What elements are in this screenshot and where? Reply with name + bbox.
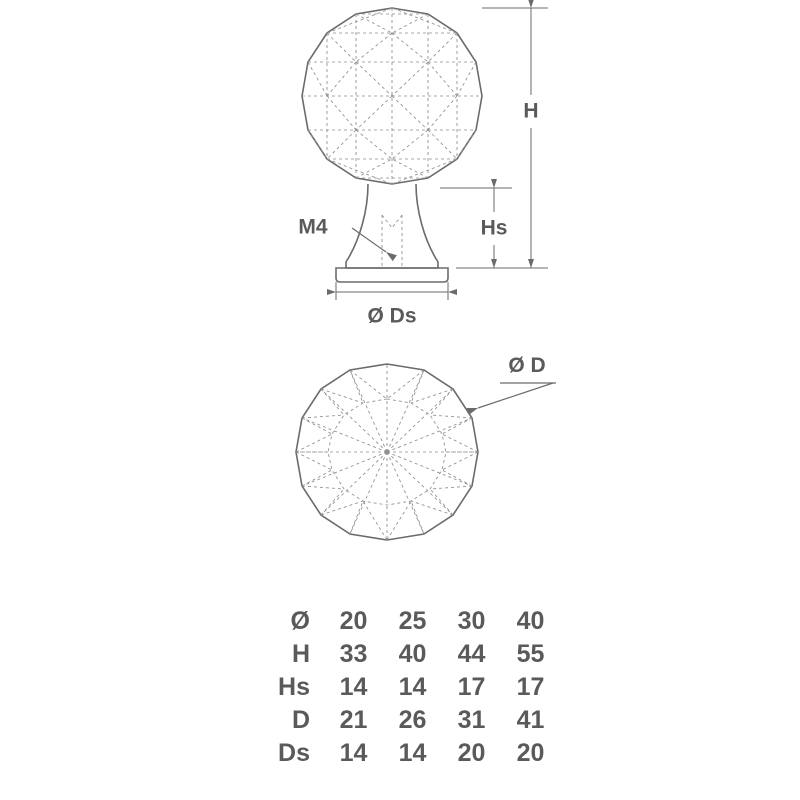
table-cell: 31: [457, 706, 486, 734]
table-cell: 40: [516, 607, 545, 635]
label-hs: Hs: [480, 216, 508, 240]
label-m4: M4: [298, 215, 328, 239]
row-label: D: [291, 706, 310, 734]
row-label: Ø: [290, 607, 310, 635]
label-h: H: [523, 99, 539, 123]
table-cell: 30: [457, 607, 486, 635]
label-d: Ø D: [508, 354, 546, 377]
table-cell: 44: [457, 640, 486, 668]
table-cell: 17: [457, 673, 486, 701]
table-cell: 33: [339, 640, 368, 668]
side-view-facets: [302, 8, 482, 268]
table-row: [240, 638, 560, 671]
table-cell: 14: [398, 673, 427, 701]
table-cell: 41: [516, 706, 545, 734]
table-cell: 21: [339, 706, 368, 734]
table-cell: 14: [398, 739, 427, 767]
table-cell: 40: [398, 640, 427, 668]
table-cell: 20: [339, 607, 368, 635]
table-cell: 14: [339, 673, 368, 701]
table-cell: 26: [398, 706, 427, 734]
table-cell: 55: [516, 640, 545, 668]
row-label: Ds: [278, 739, 310, 767]
row-label: H: [291, 640, 310, 668]
side-view-outline: [302, 8, 482, 282]
table-row: [240, 737, 560, 770]
row-label: Hs: [278, 673, 310, 701]
label-ds: Ø Ds: [367, 304, 417, 328]
dimension-table: [240, 605, 560, 770]
table-cell: 25: [398, 607, 427, 635]
top-view-facets: [296, 364, 478, 540]
table-cell: 20: [457, 739, 486, 767]
table-row: [240, 671, 560, 704]
table-cell: 14: [339, 739, 368, 767]
table-cell: 17: [516, 673, 545, 701]
table-row: [240, 704, 560, 737]
table-row: [240, 605, 560, 638]
d-leader: [478, 383, 556, 408]
dimension-table-wrapper: [240, 605, 560, 770]
table-cell: 20: [516, 739, 545, 767]
ds-dimension: [336, 282, 448, 300]
